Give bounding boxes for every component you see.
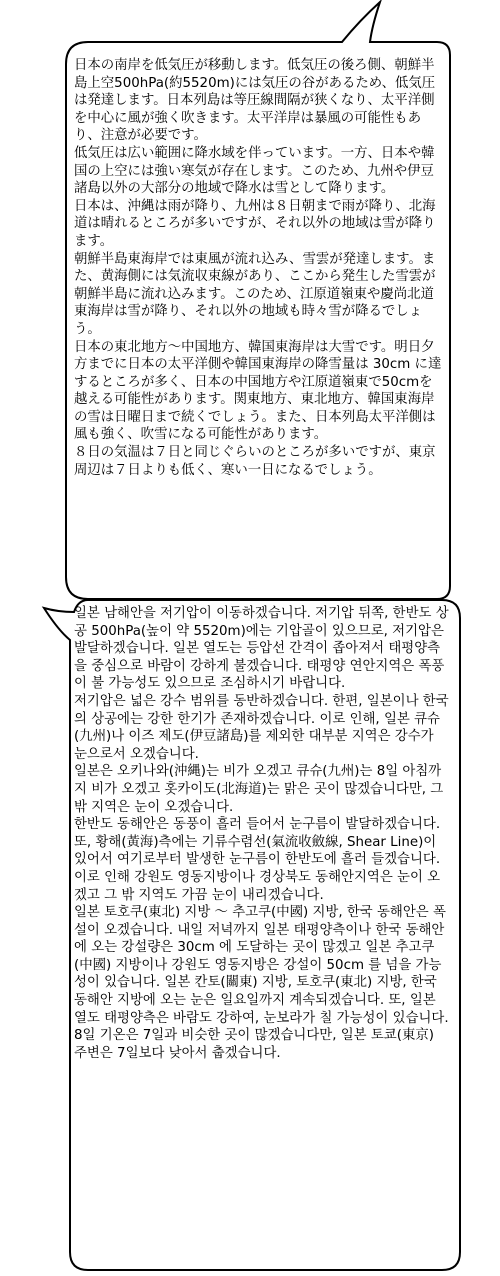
ko-paragraph: 8일 기온은 7일과 비슷한 곳이 많겠습니다만, 일본 토쿄(東京) 주변은 7일보다 낮아서 춥겠습니다. xyxy=(74,1028,434,1061)
jp-paragraph: 日本の南岸を低気圧が移動します。低気圧の後ろ側、朝鮮半島上空500hPa(約5520m)には気圧の谷があるため、低気圧は発達します。日本列島は等圧線間隔が狭くなり、太平洋側を中心に風が強く吹きます。太平洋岸は暴風の可能性もあり、注意が必要です。 xyxy=(74,58,436,144)
jp-paragraph: 朝鮮半島東海岸では東風が流れ込み、雪雲が発達します。また、黄海側には気流収束線があり、ここから発生した雪雲が朝鮮半島に流れ込みます。このため、江原道嶺東や慶尚北道東海岸は雪が降り、それ以外の地域も時々雪が降るでしょう。 xyxy=(74,251,436,337)
jp-paragraph: 日本の東北地方～中国地方、韓国東海岸は大雪です。明日夕方までに日本の太平洋側や韓国東海岸の降雪量は 30cm に達するところが多く、日本の中国地方や江原道嶺東で50cmを越える可能性があります。関東地方、東北地方、韓国東海岸の雪は日曜日まで続くでしょう。また、日本列島太平洋側は風も強く、吹雪になる可能性があります。 xyxy=(74,339,442,443)
ko-paragraph: 일본은 오키나와(沖縄)는 비가 오겠고 큐슈(九州)는 8일 아침까지 비가 오겠고 홋카이도(北海道)는 맑은 곳이 많겠습니다만, 그 밖 지역은 눈이 오겠습니다. xyxy=(74,764,444,815)
jp-paragraph: 日本は、沖縄は雨が降り、九州は８日朝まで雨が降り、北海道は晴れるところが多いですが、それ以外の地域は雪が降ります。 xyxy=(74,198,436,249)
korean-forecast-text xyxy=(74,605,450,1062)
ko-paragraph: 일본 남해안을 저기압이 이동하겠습니다. 저기압 뒤쪽, 한반도 상공 500hPa(높이 약 5520m)에는 기압골이 있으므로, 저기압은 발달하겠습니다. 일본 열도는 등압선 간격이 좁아져서 태평양측을 중심으로 바람이 강하게 불겠습니다. 태평양 연안지역은 폭풍이 불 가능성도 있으므로 조심하시기 바랍니다. xyxy=(74,606,449,692)
japanese-forecast-text xyxy=(74,57,444,479)
jp-paragraph: 低気圧は広い範囲に降水域を伴っています。一方、日本や韓国の上空には強い寒気が存在します。このため、九州や伊豆諸島以外の大部分の地域で降水は雪として降ります。 xyxy=(74,145,435,197)
ko-paragraph: 한반도 동해안은 동풍이 흘러 들어서 눈구름이 발달하겠습니다. 또, 황해(黃海)측에는 기류수렴선(氣流收斂線, Shear Line)이 있어서 여기로부터 발생한 눈구름이 한반도에 흘러 들겠습니다. 이로 인해 강원도 영동지방이나 경상북도 동해안지역은 눈이 오겠고 그 밖 지역도 가끔 눈이 내리겠습니다. xyxy=(74,817,441,903)
ko-paragraph: 저기압은 넓은 강수 범위를 동반하겠습니다. 한편, 일본이나 한국의 상공에는 강한 한기가 존재하겠습니다. 이로 인해, 일본 큐슈(九州)나 이즈 제도(伊豆諸島)를 제외한 대부분 지역은 강수가 눈으로서 오겠습니다. xyxy=(74,693,449,762)
jp-paragraph: ８日の気温は７日と同じぐらいのところが多いですが、東京周辺は７日よりも低く、寒い一日になるでしょう。 xyxy=(74,445,436,478)
ko-paragraph: 일본 토호쿠(東北) 지방 ～ 추고쿠(中國) 지방, 한국 동해안은 폭설이 오겠습니다. 내일 저녁까지 일본 태평양측이나 한국 동해안에 오는 강설량은 30cm 에 도달하는 곳이 많겠고 일본 추고쿠(中國) 지방이나 강원도 영동지방은 강설이 50cm 를 넘을 가능성이 있습니다. 일본 칸토(關東) 지방, 토호쿠(東北) 지방, 한국 동해안 지방에 오는 눈은 일요일까지 계속되겠습니다. 또, 일본 열도 태평양측은 바람도 강하여, 눈보라가 칠 가능성이 있습니다. xyxy=(74,905,449,1026)
